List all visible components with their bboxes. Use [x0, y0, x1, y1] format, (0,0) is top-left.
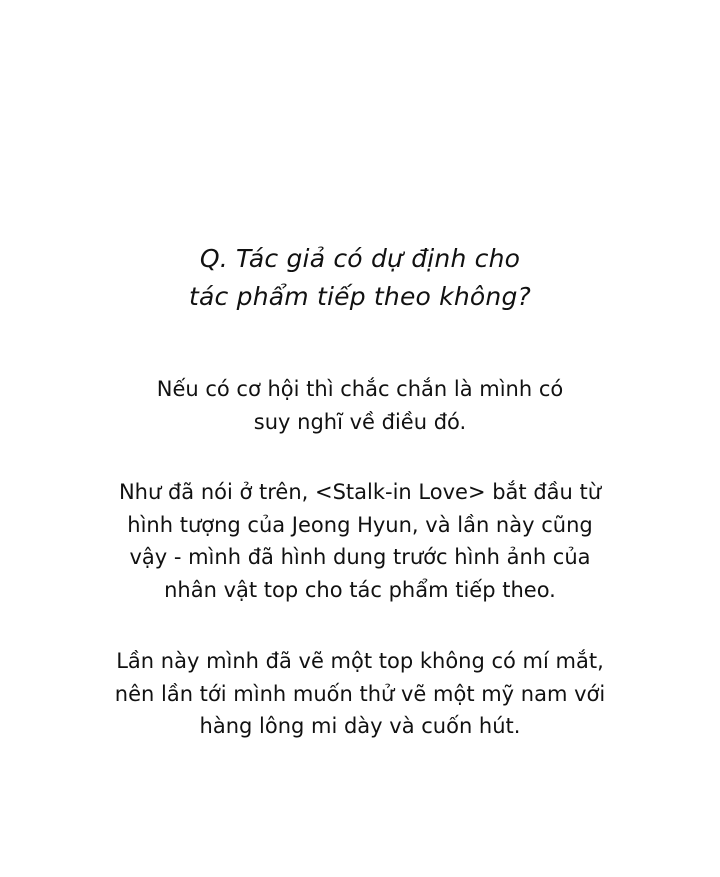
answer-line: hàng lông mi dày và cuốn hút.	[199, 714, 521, 738]
answer-paragraph-2	[0, 476, 720, 606]
answer-line: nhân vật top cho tác phẩm tiếp theo.	[164, 577, 556, 602]
answer-paragraph-1	[0, 373, 720, 438]
answer-line: Lần này mình đã vẽ một top không có mí mắt,	[116, 649, 604, 673]
answer-paragraph-3	[0, 645, 720, 743]
answer-line: Như đã nói ở trên, <Stalk-in Love> bắt đầu từ	[118, 480, 602, 504]
question-line: Q. Tác giả có dự định cho	[199, 244, 521, 273]
answer-line: nên lần tới mình muốn thử vẽ một mỹ nam với	[114, 681, 606, 706]
answer-line: Nếu có cơ hội thì chắc chắn là mình có	[156, 377, 564, 401]
answer-line: vậy - mình đã hình dung trước hình ảnh của	[129, 545, 591, 569]
answer-line: hình tượng của Jeong Hyun, và lần này cũng	[127, 512, 593, 537]
question-heading	[0, 240, 720, 316]
answer-line: suy nghĩ về điều đó.	[253, 409, 467, 434]
question-line: tác phẩm tiếp theo không?	[189, 282, 531, 311]
